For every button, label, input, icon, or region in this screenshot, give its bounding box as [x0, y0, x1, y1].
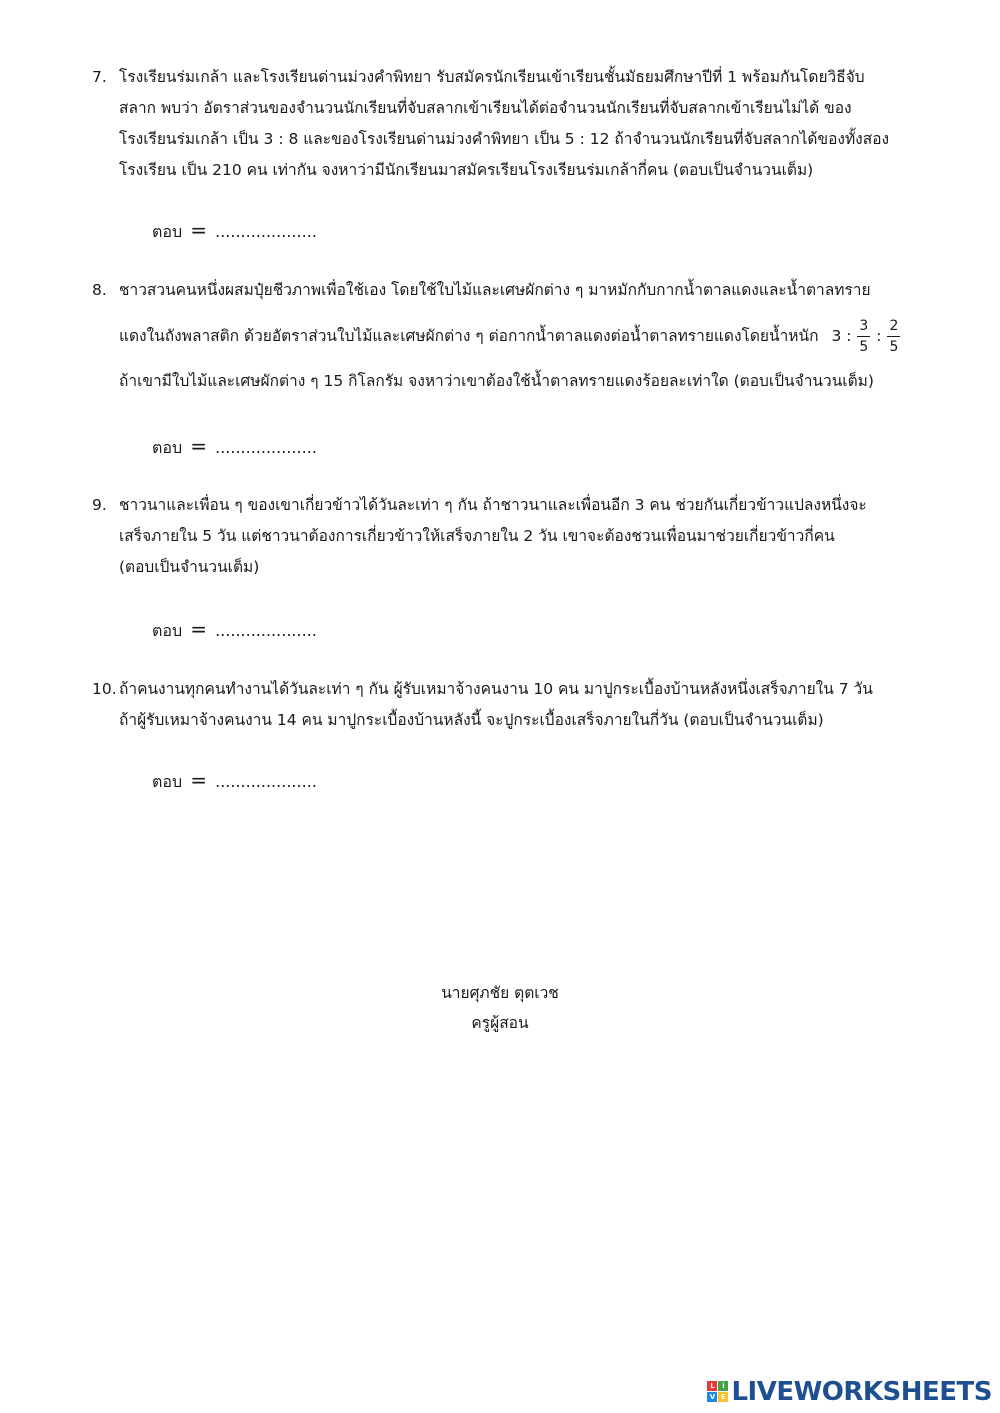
ratio-fraction: [857, 316, 870, 357]
fraction-denominator: 5: [889, 339, 899, 355]
question-number: 9.: [92, 496, 107, 514]
logo-tile: i: [718, 1381, 728, 1391]
answer-blank[interactable]: ....................: [215, 621, 317, 640]
answer-field-10[interactable]: [152, 768, 317, 795]
liveworksheets-logo: [707, 1377, 992, 1407]
answer-blank[interactable]: ....................: [215, 772, 317, 791]
question-text-line: โรงเรียนร่มเกล้า และโรงเรียนด่านม่วงคำพิทยา รับสมัครนักเรียนเข้าเรียนชั้นมัธยมศึกษาปีที่ 1 พร้อมกันโดยวิธีจับ: [119, 68, 865, 86]
question-text-line: สลาก พบว่า อัตราส่วนของจำนวนนักเรียนที่จับสลากเข้าเรียนได้ต่อจำนวนนักเรียนที่จับสลากเข้าเรียนไม่ได้ ของ: [119, 99, 852, 117]
answer-label: ตอบ: [152, 772, 183, 791]
question-number: 7.: [92, 68, 107, 86]
ratio-prefix-text: แดงในถังพลาสติก ด้วยอัตราส่วนใบไม้และเศษผักต่าง ๆ ต่อกากน้ำตาลแดงต่อน้ำตาลทรายแดงโดยน้ำหนัก: [119, 327, 819, 345]
fraction-numerator: 2: [887, 316, 900, 337]
question-text-line: (ตอบเป็นจำนวนเต็ม): [119, 558, 260, 576]
ratio-whole: 3: [831, 327, 842, 345]
question-text-line: ถ้าผู้รับเหมาจ้างคนงาน 14 คน มาปูกระเบื้องบ้านหลังนี้ จะปูกระเบื้องเสร็จภายในกี่วัน (ตอบเป็นจำนวนเต็ม): [119, 711, 824, 729]
logo-tile: L: [707, 1381, 717, 1391]
question-text-line: เสร็จภายใน 5 วัน แต่ชาวนาต้องการเกี่ยวข้าวให้เสร็จภายใน 2 วัน เขาจะต้องชวนเพื่อนมาช่วยเกี่ยวข้าวกี่คน: [119, 527, 835, 545]
teacher-title: ครูผู้สอน: [471, 1014, 529, 1032]
ratio-separator: :: [876, 327, 882, 345]
question-9: [92, 490, 952, 583]
fraction-numerator: 3: [857, 316, 870, 337]
liveworksheets-icon: [707, 1381, 729, 1403]
logo-tile: V: [707, 1392, 717, 1402]
question-text-line: ถ้าเขามีใบไม้และเศษผักต่าง ๆ 15 กิโลกรัม จงหาว่าเขาต้องใช้น้ำตาลทรายแดงร้อยละเท่าใด (ตอบเป็นจำนวนเต็ม): [119, 372, 874, 390]
teacher-name: นายศุภชัย ตุตเวช: [441, 984, 559, 1002]
equals-sign: =: [190, 768, 208, 792]
question-number: 10.: [92, 680, 117, 698]
answer-blank[interactable]: ....................: [215, 222, 317, 241]
answer-field-7[interactable]: [152, 218, 317, 245]
question-text-line: ชาวสวนคนหนึ่งผสมปุ๋ยชีวภาพเพื่อใช้เอง โดยใช้ใบไม้และเศษผักต่าง ๆ มาหมักกับกากน้ำตาลแดงและน้ำตาลทราย: [119, 281, 871, 299]
answer-label: ตอบ: [152, 222, 183, 241]
logo-tile: E: [718, 1392, 728, 1402]
equals-sign: =: [190, 434, 208, 458]
answer-label: ตอบ: [152, 621, 183, 640]
ratio-fraction: [887, 316, 900, 357]
weight-ratio: [831, 318, 901, 355]
brand-text: LIVEWORKSHEETS: [731, 1377, 992, 1407]
fraction-denominator: 5: [859, 339, 869, 355]
question-text-line: [119, 306, 979, 366]
question-text-line: โรงเรียนร่มเกล้า เป็น 3 : 8 และของโรงเรียนด่านม่วงคำพิทยา เป็น 5 : 12 ถ้าจำนวนนักเรียนที่จับสลากได้ของทั้งสอง: [119, 130, 890, 148]
equals-sign: =: [190, 218, 208, 242]
answer-field-8[interactable]: [152, 434, 317, 461]
equals-sign: =: [190, 617, 208, 641]
question-text-line: ถ้าคนงานทุกคนทำงานได้วันละเท่า ๆ กัน ผู้รับเหมาจ้างคนงาน 10 คน มาปูกระเบื้องบ้านหลังหนึ่งเสร็จภายใน 7 วัน: [119, 680, 873, 698]
question-number: 8.: [92, 281, 107, 299]
question-7: [92, 62, 952, 186]
question-text-line: โรงเรียน เป็น 210 คน เท่ากัน จงหาว่ามีนักเรียนมาสมัครเรียนโรงเรียนร่มเกล้ากี่คน (ตอบเป็นจำนวนเต็ม): [119, 161, 814, 179]
answer-field-9[interactable]: [152, 617, 317, 644]
answer-blank[interactable]: ....................: [215, 438, 317, 457]
ratio-separator: :: [846, 327, 852, 345]
question-text-line: ชาวนาและเพื่อน ๆ ของเขาเกี่ยวข้าวได้วันละเท่า ๆ กัน ถ้าชาวนาและเพื่อนอีก 3 คน ช่วยกันเกี่ยวข้าวแปลงหนึ่งจะ: [119, 496, 867, 514]
question-10: [92, 674, 952, 736]
question-8: [92, 275, 952, 397]
answer-label: ตอบ: [152, 438, 183, 457]
